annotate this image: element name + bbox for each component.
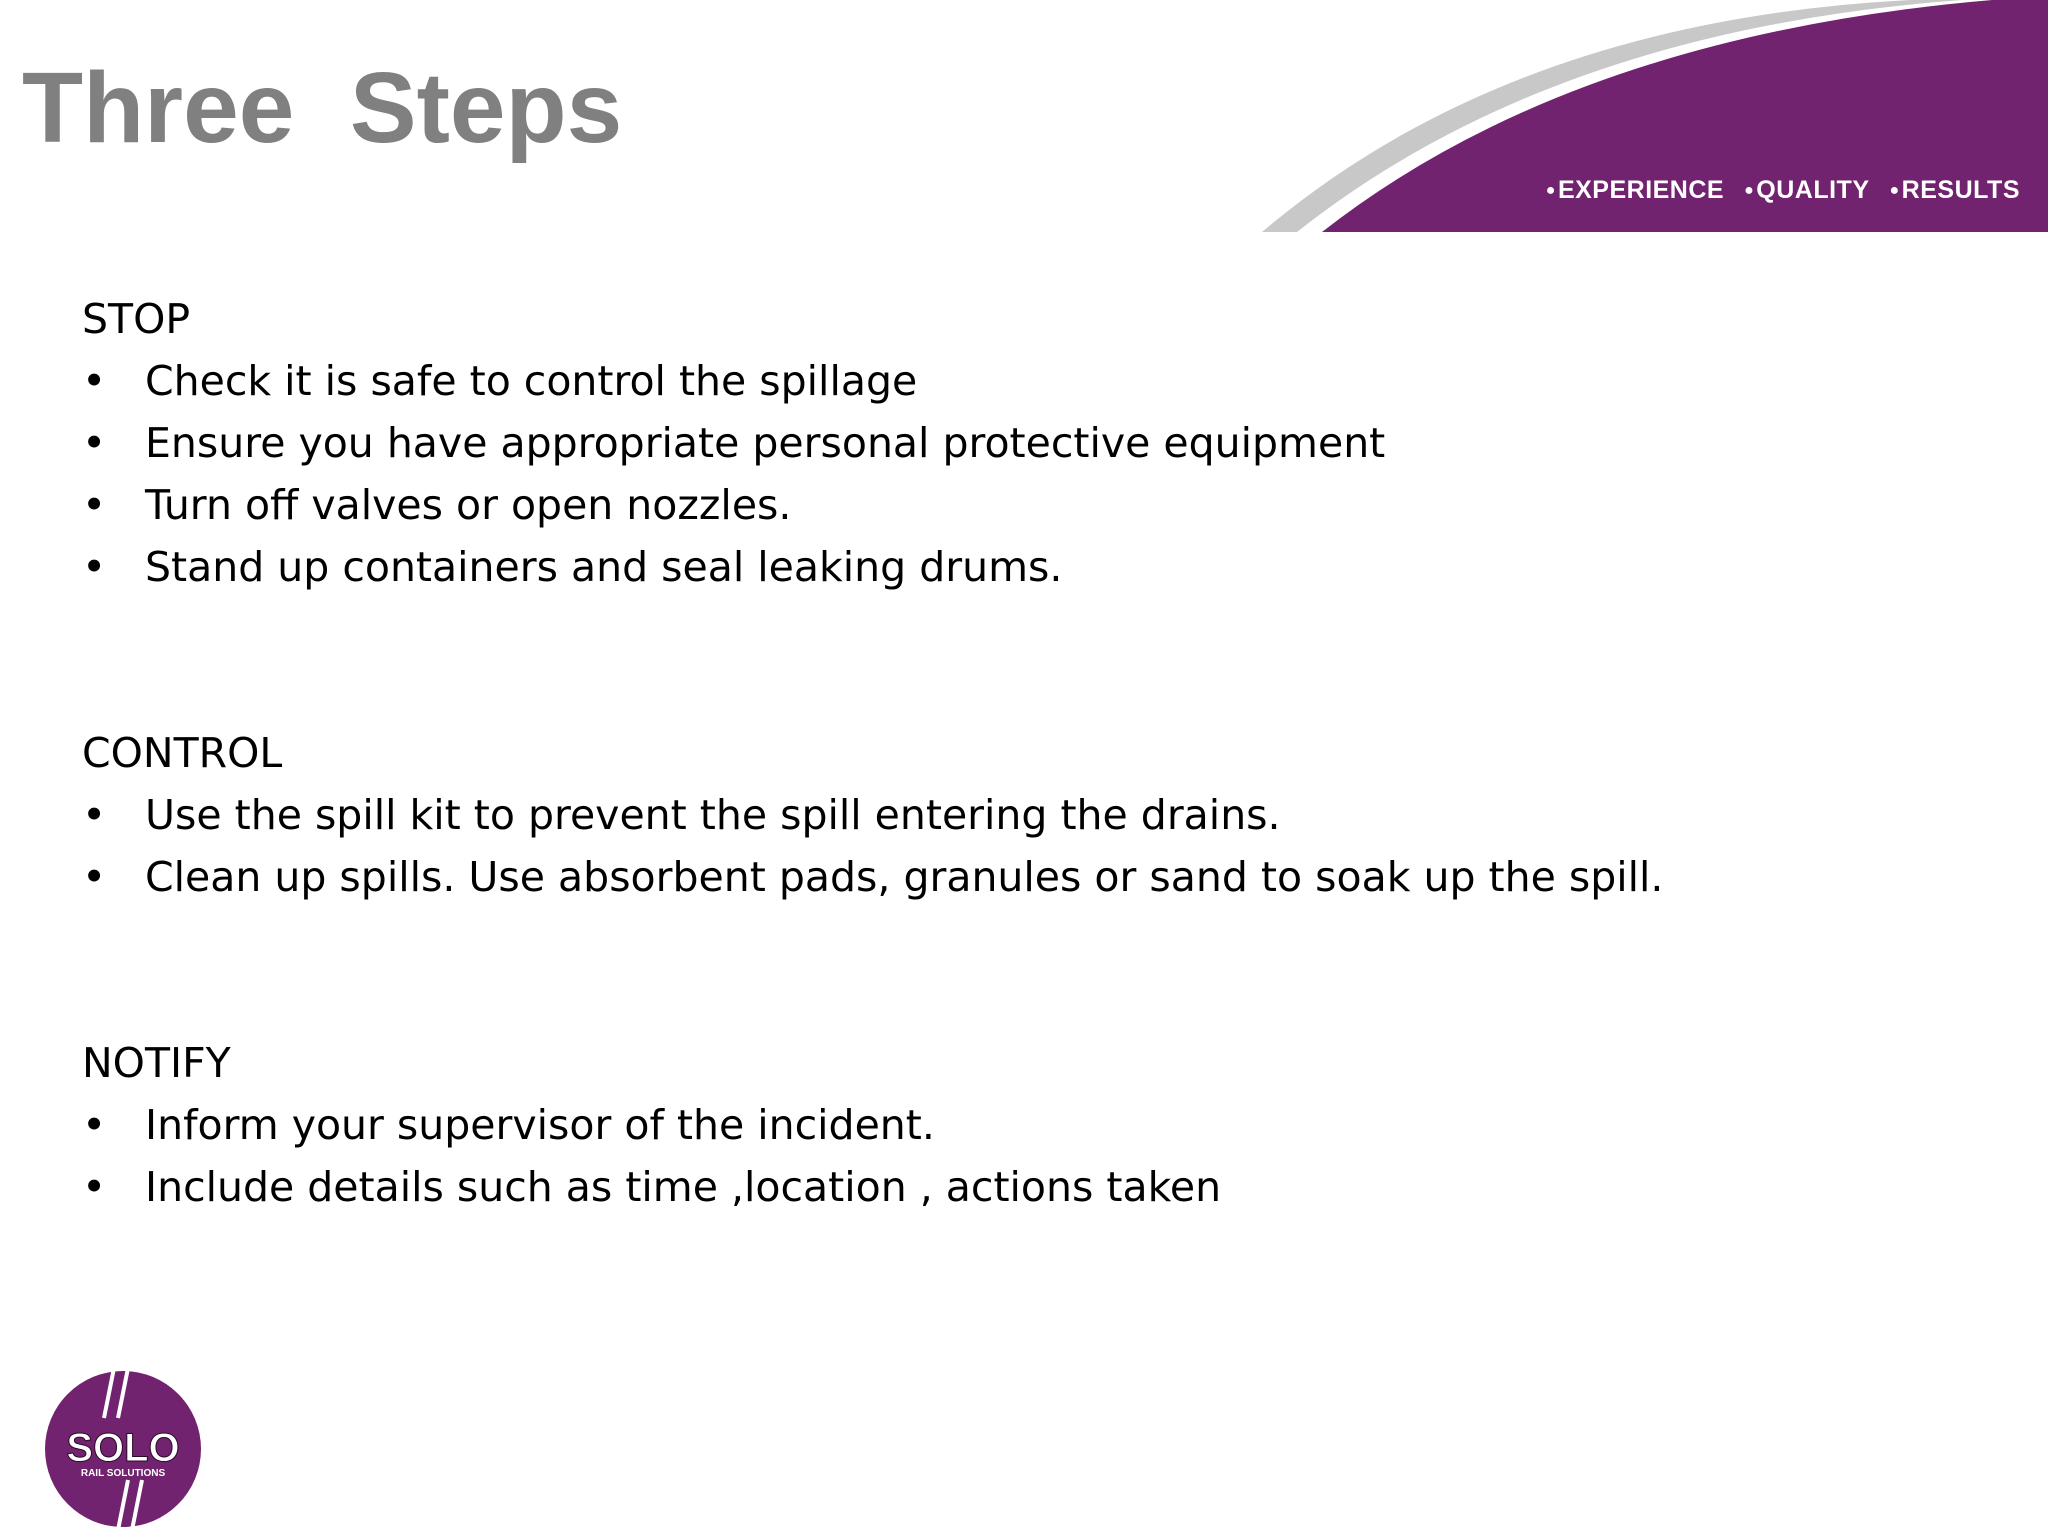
bullet-list [82,784,1982,908]
section-heading: CONTROL [82,729,283,777]
bullet-item: • Check it is safe to control the spillage [82,350,1982,412]
bullet-item: • Stand up containers and seal leaking drums. [82,536,1982,598]
bullet-list [82,350,1982,598]
bullet-item: • Include details such as time ,location , actions taken [82,1156,1982,1218]
tagline-item-quality: ● QUALITY [1744,176,1869,204]
solo-logo [44,1370,202,1528]
bullet-item: • Ensure you have appropriate personal protective equipment [82,412,1982,474]
section-heading: NOTIFY [82,1039,231,1087]
logo-wordmark: SOLO [66,1426,180,1470]
slide-title: Three Steps [22,52,623,164]
bullet-item: • Clean up spills. Use absorbent pads, granules or sand to soak up the spill. [82,846,1982,908]
section-stop [82,288,1982,598]
tagline [1500,175,2020,206]
tagline-item-results: ● RESULTS [1890,176,2021,204]
bullet-list [82,1094,1982,1218]
slide-body [82,288,1982,1218]
section-control [82,722,1982,908]
bullet-item: • Turn off valves or open nozzles. [82,474,1982,536]
bullet-item: • Use the spill kit to prevent the spill entering the drains. [82,784,1982,846]
solo-logo-graphic [44,1370,202,1528]
section-heading: STOP [82,295,191,343]
section-notify [82,1032,1982,1218]
logo-subtitle: RAIL SOLUTIONS [80,1468,166,1479]
tagline-item-experience: ● EXPERIENCE [1546,176,1724,204]
bullet-item: • Inform your supervisor of the incident. [82,1094,1982,1156]
